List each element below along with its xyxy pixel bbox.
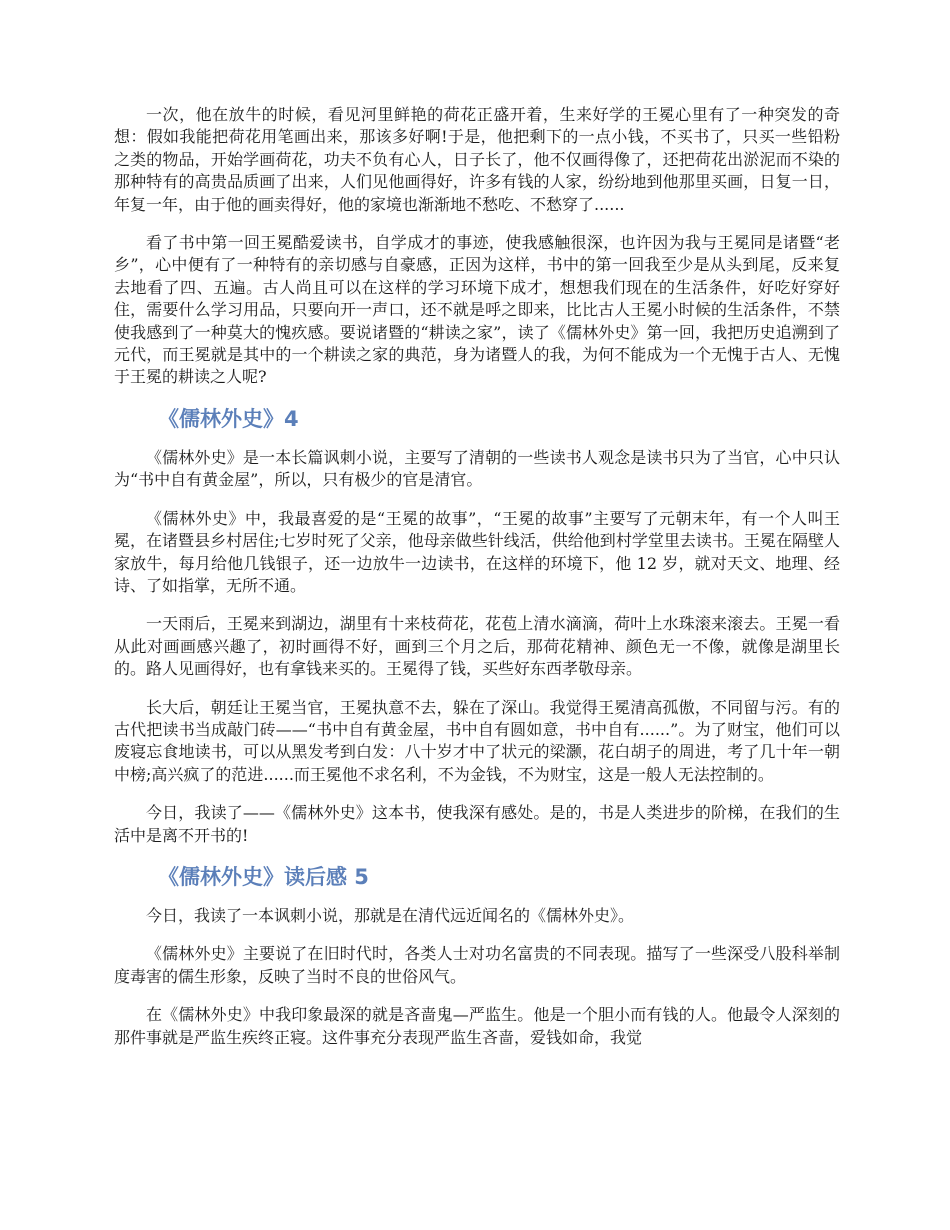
document-page bbox=[114, 104, 840, 1065]
paragraph: 今日，我读了一本讽刺小说，那就是在清代远近闻名的《儒林外史》。 bbox=[146, 905, 635, 925]
paragraph: 《儒林外史》是一本长篇讽刺小说，主要写了清朝的一些读书人观念是读书只为了当官，心中只认为“书中自有黄金屋”，所以，只有极少的官是清官。 bbox=[114, 447, 840, 490]
paragraph: 《儒林外史》中，我最喜爱的是“王冕的故事”，“王冕的故事”主要写了元朝末年，有一个人叫王冕，在诸暨县乡村居住;七岁时死了父亲，他母亲做些针线活，供给他到村学堂里去读书。王冕在隔壁人家放牛，每月给他几钱银子，还一边放牛一边读书，在这样的环境下，他 12 岁，就对天文、地理、经诗、了如指掌，无所不通。 bbox=[114, 508, 840, 595]
paragraph: 看了书中第一回王冕酷爱读书，自学成才的事迹，使我感触很深，也许因为我与王冕同是诸暨“老乡”，心中便有了一种特有的亲切感与自豪感，正因为这样，书中的第一回我至少是从头到尾，反来复去地看了四、五遍。古人尚且可以在这样的学习环境下成才，想想我们现在的生活条件，好吃好穿好住，需要什么学习用品，只要向开一声口，还不就是呼之即来，比比古人王冕小时候的生活条件，不禁使我感到了一种莫大的愧疚感。要说诸暨的“耕读之家”，读了《儒林外史》第一回，我把历史追溯到了元代，而王冕就是其中的一个耕读之家的典范，身为诸暨人的我，为何不能成为一个无愧于古人、无愧于王冕的耕读之人呢? bbox=[114, 233, 840, 387]
paragraph: 《儒林外史》主要说了在旧时代时，各类人士对功名富贵的不同表现。描写了一些深受八股科举制度毒害的儒生形象，反映了当时不良的世俗风气。 bbox=[114, 944, 840, 986]
paragraph: 一次，他在放牛的时候，看见河里鲜艳的荷花正盛开着，生来好学的王冕心里有了一种突发的奇想：假如我能把荷花用笔画出来，那该多好啊!于是，他把剩下的一点小钱，不买书了，只买一些铅粉之类的物品，开始学画荷花，功夫不负有心人，日子长了，他不仅画得像了，还把荷花出淤泥而不染的那种特有的高贵品质画了出来，人们见他画得好，许多有钱的人家，纷纷地到他那里买画，日复一日，年复一年，由于他的画卖得好，他的家境也渐渐地不愁吃、不愁穿了...... bbox=[114, 105, 840, 214]
section-heading: 《儒林外史》4 bbox=[158, 406, 299, 431]
paragraph: 今日，我读了——《儒林外史》这本书，使我深有感处。是的，书是人类进步的阶梯，在我们的生活中是离不开书的! bbox=[114, 803, 840, 845]
paragraph: 在《儒林外史》中我印象最深的就是吝啬鬼—严监生。他是一个胆小而有钱的人。他最令人深刻的那件事就是严监生疾终正寝。这件事充分表现严监生吝啬，爱钱如命，我觉 bbox=[114, 1005, 840, 1047]
section-heading: 《儒林外史》读后感 5 bbox=[158, 864, 369, 889]
paragraph: 一天雨后，王冕来到湖边，湖里有十来枝荷花，花苞上清水滴滴，荷叶上水珠滚来滚去。王冕一看从此对画画感兴趣了，初时画得不好，画到三个月之后，那荷花精神、颜色无一不像，就像是湖里长的。路人见画得好，也有拿钱来买的。王冕得了钱，买些好东西孝敬母亲。 bbox=[114, 614, 840, 679]
paragraph: 长大后，朝廷让王冕当官，王冕执意不去，躲在了深山。我觉得王冕清高孤傲，不同留与污。有的古代把读书当成敲门砖——“书中自有黄金屋，书中自有圆如意，书中自有......”。为了财宝，他们可以废寝忘食地读书，可以从黑发考到白发：八十岁才中了状元的梁灏，花白胡子的周进，考了几十年一朝中榜;高兴疯了的范进......而王冕他不求名利，不为金钱，不为财宝，这是一般人无法控制的。 bbox=[114, 697, 840, 784]
